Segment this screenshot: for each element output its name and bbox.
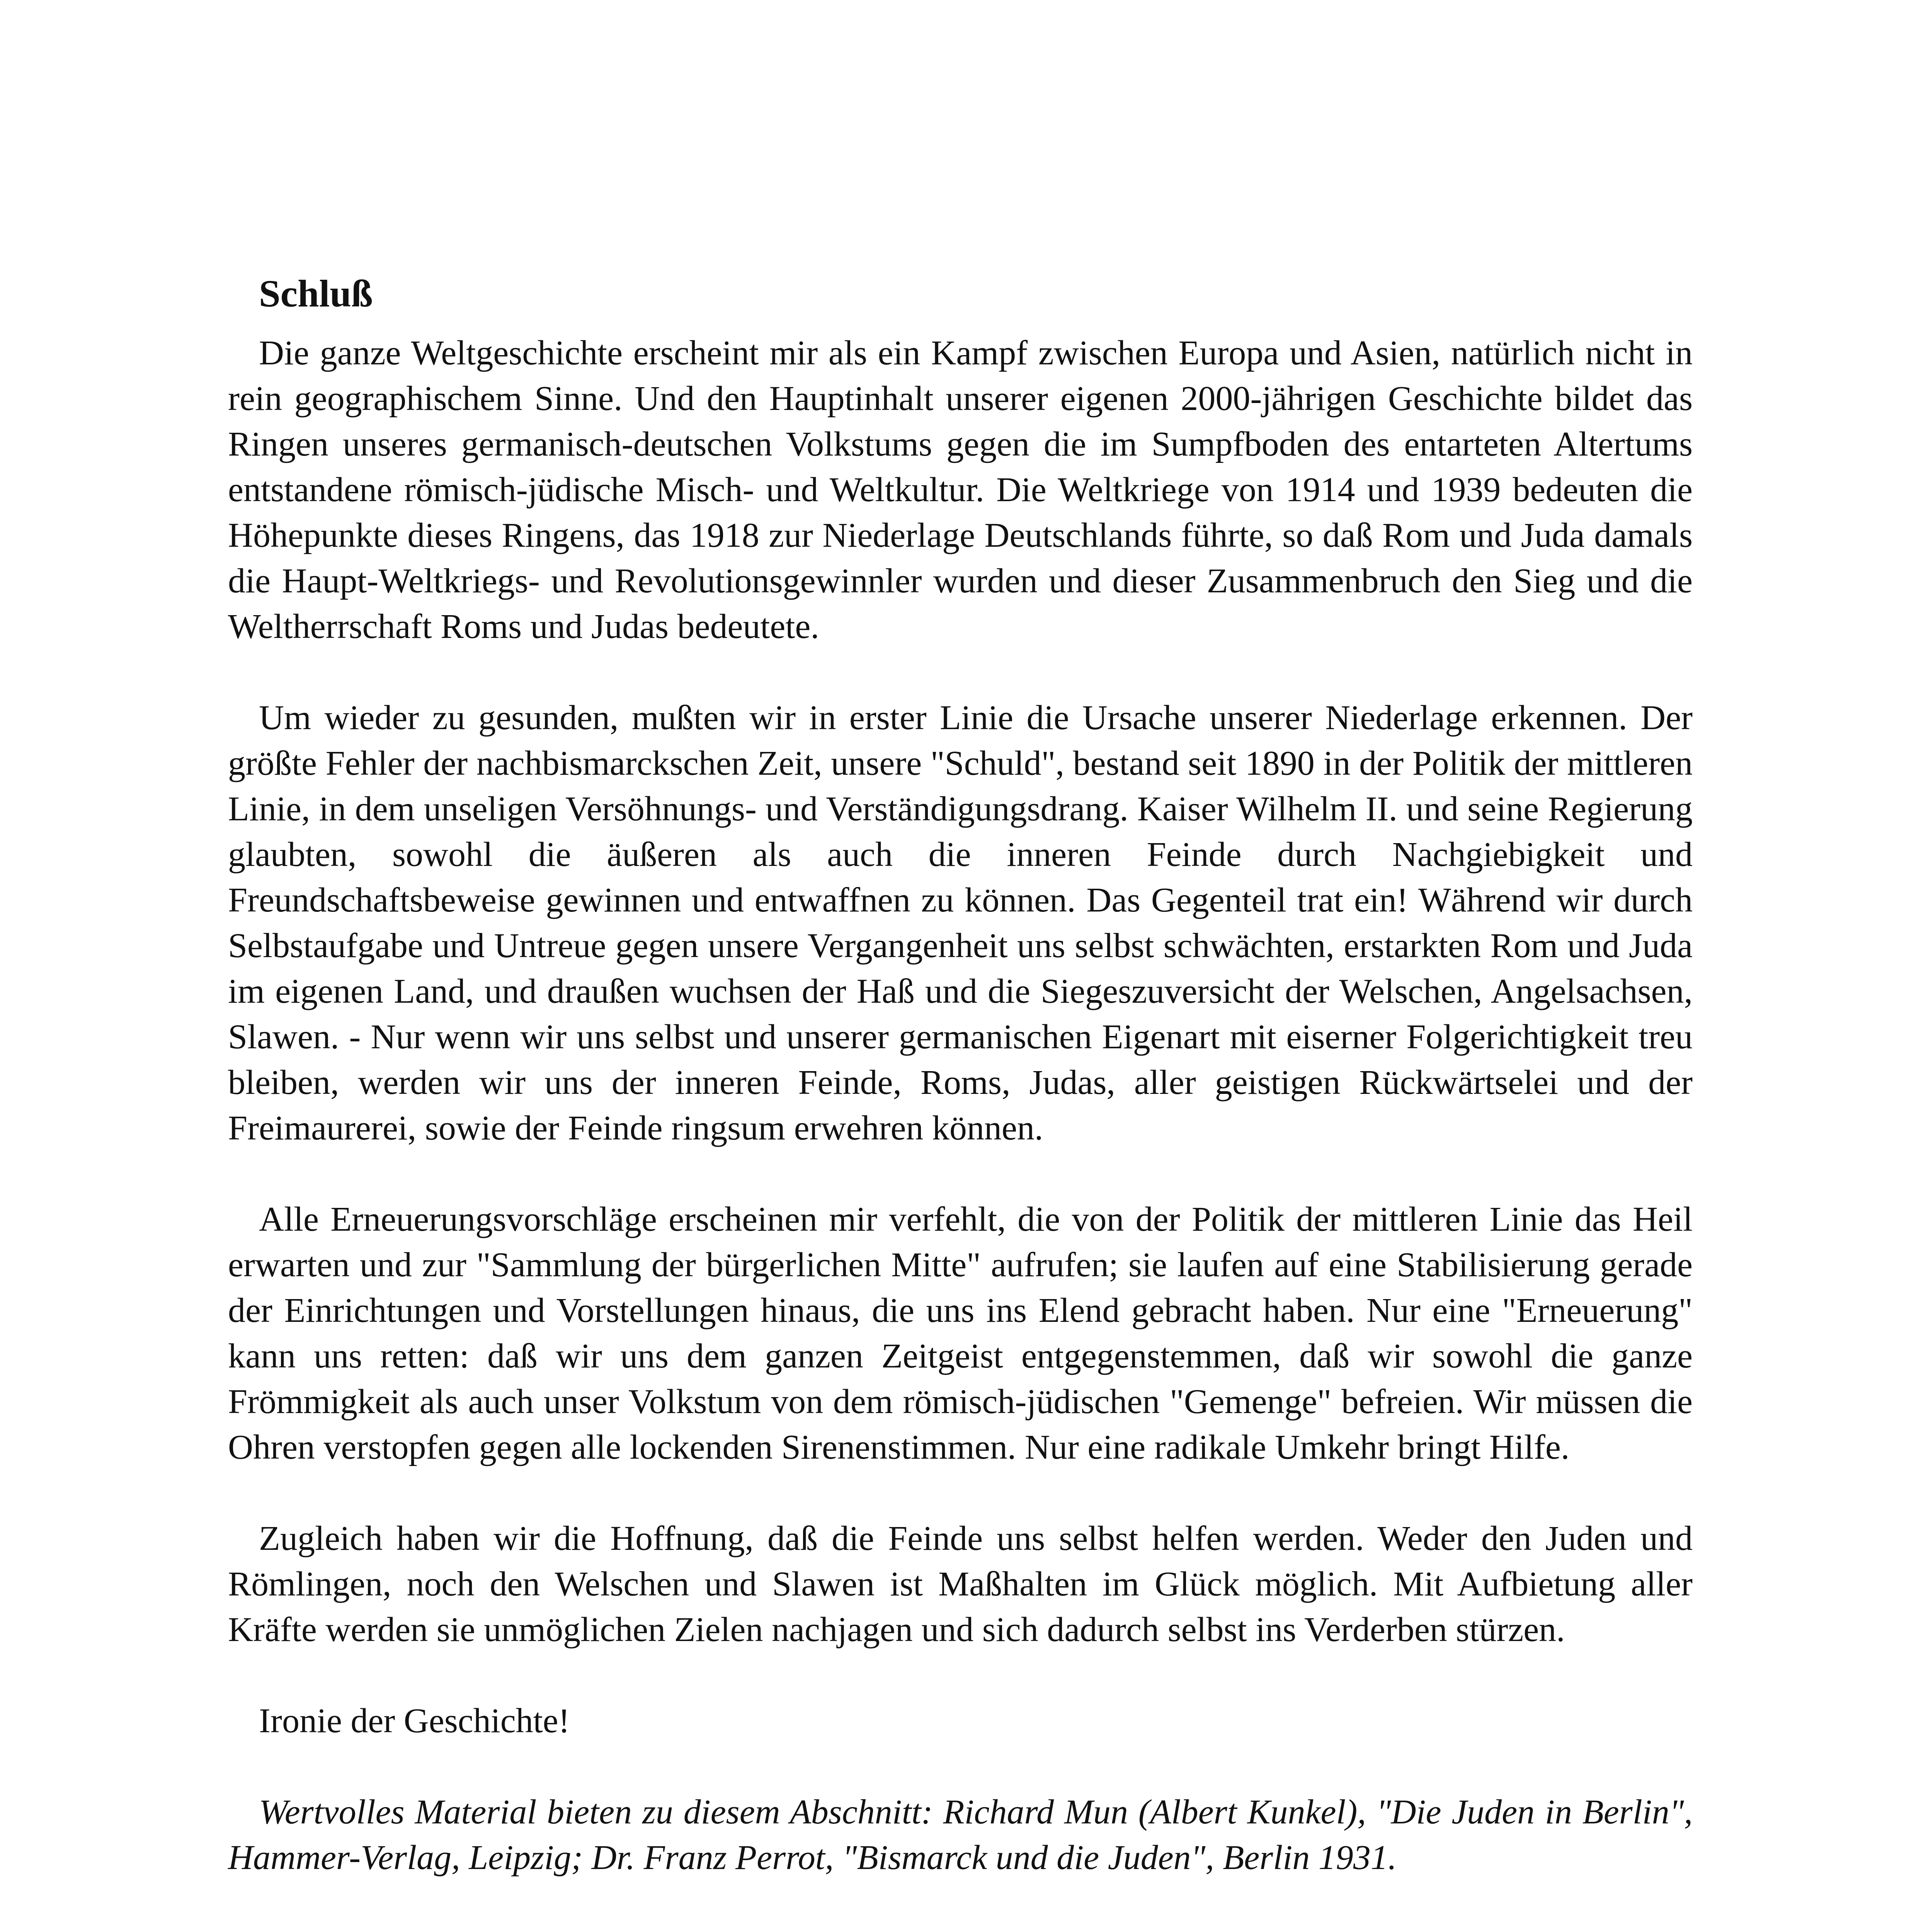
paragraph-2: Um wieder zu gesunden, mußten wir in erster Linie die Ursache unserer Niederlage erkennen. Der größte Fehler der nachbismarckschen Zeit, unsere "Schuld", bestand seit 1890 in der Politik der mittleren Linie, in dem unseligen Versöhnungs- und Verständigungsdrang. Kaiser Wilhelm II. und seine Regierung glaubten, sowohl die äußeren als auch die inneren Feinde durch Nachgiebigkeit und Freundschaftsbeweise gewinnen und entwaffnen zu können. Das Gegenteil trat ein! Während wir durch Selbstaufgabe und Untreue gegen unsere Vergangenheit uns selbst schwächten, erstarkten Rom und Juda im eigenen Land, und draußen wuchsen der Haß und die Siegeszuversicht der Welschen, Angelsachsen, Slawen. - Nur wenn wir uns selbst und unserer germanischen Eigenart mit eiserner Folgerichtigkeit treu bleiben, werden wir uns der inneren Feinde, Roms, Judas, aller geistigen Rückwärtselei und der Freimaurerei, sowie der Feinde ringsum erwehren können. (228, 699, 1693, 1147)
section-heading: Schluß (259, 272, 373, 315)
paragraph-5: Ironie der Geschichte! (259, 1702, 570, 1740)
paragraph-4: Zugleich haben wir die Hoffnung, daß die Feinde uns selbst helfen werden. Weder den Juden und Römlingen, noch den Welschen und Slawen ist Maßhalten im Glück möglich. Mit Aufbietung aller Kräfte werden sie unmöglichen Zielen nachjagen und sich dadurch selbst ins Verderben stürzen. (228, 1519, 1693, 1649)
source-note: Wertvolles Material bieten zu diesem Abschnitt: Richard Mun (Albert Kunkel), "Die Juden in Berlin", Hammer-Verlag, Leipzig; Dr. Franz Perrot, "Bismarck und die Juden", Berlin 1931. (228, 1793, 1693, 1877)
page-content (228, 270, 1693, 1926)
paragraph-3: Alle Erneuerungsvorschläge erscheinen mir verfehlt, die von der Politik der mittleren Linie das Heil erwarten und zur "Sammlung der bürgerlichen Mitte" aufrufen; sie laufen auf eine Stabilisierung gerade der Einrichtungen und Vorstellungen hinaus, die uns ins Elend gebracht haben. Nur eine "Erneuerung" kann uns retten: daß wir uns dem ganzen Zeitgeist entgegenstemmen, daß wir sowohl die ganze Frömmigkeit als auch unser Volkstum von dem römisch-jüdischen "Gemenge" befreien. Wir müssen die Ohren verstopfen gegen alle lockenden Sirenenstimmen. Nur eine radikale Umkehr bringt Hilfe. (228, 1200, 1693, 1466)
paragraph-1: Die ganze Weltgeschichte erscheint mir als ein Kampf zwischen Europa und Asien, natürlich nicht in rein geographischem Sinne. Und den Hauptinhalt unserer eigenen 2000-jährigen Geschichte bildet das Ringen unseres germanisch-deutschen Volkstums gegen die im Sumpfboden des entarteten Altertums entstandene römisch-jüdische Misch- und Weltkultur. Die Weltkriege von 1914 und 1939 bedeuten die Höhepunkte dieses Ringens, das 1918 zur Niederlage Deutschlands führte, so daß Rom und Juda damals die Haupt-Weltkriegs- und Revolutionsgewinnler wurden und dieser Zusammenbruch den Sieg und die Weltherrschaft Roms und Judas bedeutete. (228, 334, 1693, 646)
